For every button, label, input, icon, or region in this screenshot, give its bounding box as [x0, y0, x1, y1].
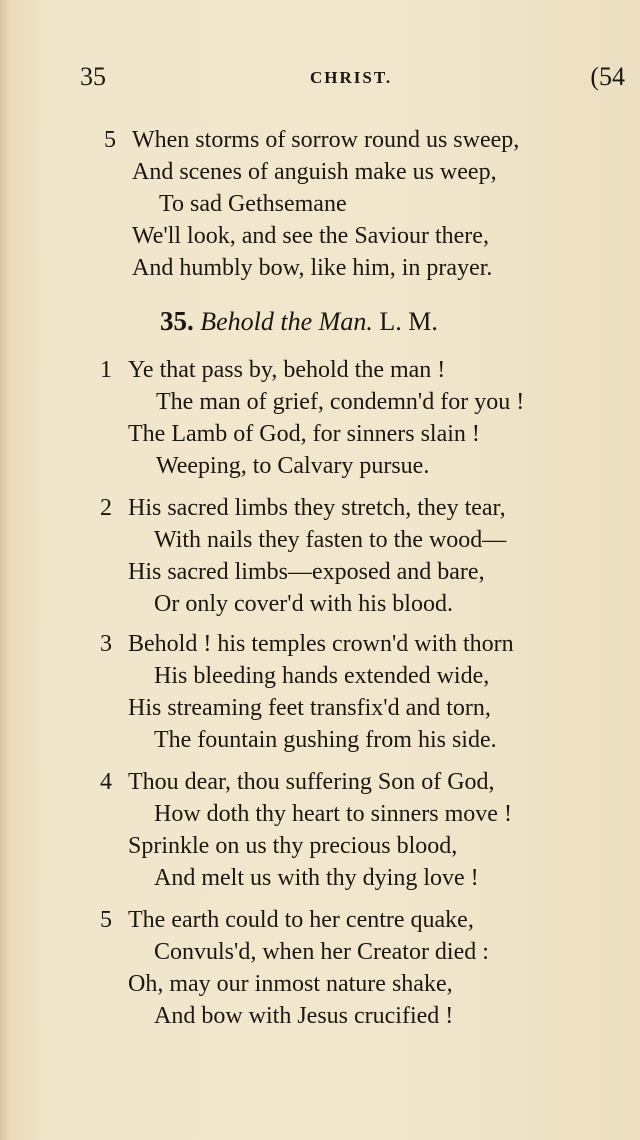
stanza-line	[104, 124, 624, 156]
stanza-line-text: Behold ! his temples crown'd with thorn	[128, 631, 514, 657]
stanza-line: And melt us with thy dying love !	[154, 865, 479, 891]
stanza-line: The Lamb of God, for sinners slain !	[128, 421, 480, 447]
page-edge-shadow	[0, 0, 10, 1140]
stanza-line: We'll look, and see the Saviour there,	[132, 223, 489, 249]
stanza-line: And bow with Jesus crucified !	[154, 1003, 454, 1029]
stanza-line: Weeping, to Calvary pursue.	[156, 453, 430, 479]
stanza-line-text: Thou dear, thou suffering Son of God,	[128, 769, 495, 795]
running-head: CHRIST.	[310, 68, 393, 87]
stanza-1	[100, 354, 620, 482]
hymn-meter: L. M.	[379, 307, 438, 336]
stanza-line	[100, 354, 620, 386]
hymn-heading	[160, 306, 438, 337]
page-number: 35	[80, 62, 106, 91]
stanza-line: Convuls'd, when her Creator died :	[154, 939, 489, 965]
stanza-line	[100, 766, 620, 798]
stanza-number: 1	[100, 357, 112, 383]
stanza-line: With nails they fasten to the wood—	[154, 527, 507, 553]
stanza-line: The man of grief, condemn'd for you !	[156, 389, 525, 415]
stanza-line: Sprinkle on us thy precious blood,	[128, 833, 458, 859]
hymn-reference: (54	[590, 62, 625, 91]
stanza-line: Or only cover'd with his blood.	[154, 591, 453, 617]
stanza-line: His sacred limbs—exposed and bare,	[128, 559, 485, 585]
stanza-line	[100, 628, 620, 660]
stanza-line	[100, 492, 620, 524]
stanza-line-text: His sacred limbs they stretch, they tear,	[128, 495, 506, 521]
stanza-3	[100, 628, 620, 756]
stanza-4	[100, 766, 620, 894]
hymn-title: Behold the Man.	[200, 307, 373, 336]
stanza-continued	[104, 124, 624, 284]
stanza-line-text: The earth could to her centre quake,	[128, 907, 474, 933]
stanza-line: The fountain gushing from his side.	[154, 727, 497, 753]
stanza-number: 4	[100, 769, 112, 795]
stanza-line	[100, 904, 620, 936]
stanza-number: 5	[104, 127, 116, 153]
hymn-number: 35.	[160, 306, 194, 336]
stanza-line: And humbly bow, like him, in prayer.	[132, 255, 493, 281]
page-header	[80, 62, 625, 102]
stanza-number: 5	[100, 907, 112, 933]
stanza-line: How doth thy heart to sinners move !	[154, 801, 512, 827]
stanza-number: 3	[100, 631, 112, 657]
stanza-line: His bleeding hands extended wide,	[154, 663, 490, 689]
stanza-line-text: Ye that pass by, behold the man !	[128, 357, 446, 383]
stanza-line: Oh, may our inmost nature shake,	[128, 971, 453, 997]
stanza-line: His streaming feet transfix'd and torn,	[128, 695, 491, 721]
stanza-line: And scenes of anguish make us weep,	[132, 159, 497, 185]
stanza-line-text: When storms of sorrow round us sweep,	[132, 127, 520, 153]
stanza-2	[100, 492, 620, 620]
stanza-line: To sad Gethsemane	[159, 191, 347, 217]
stanza-5	[100, 904, 620, 1032]
stanza-number: 2	[100, 495, 112, 521]
